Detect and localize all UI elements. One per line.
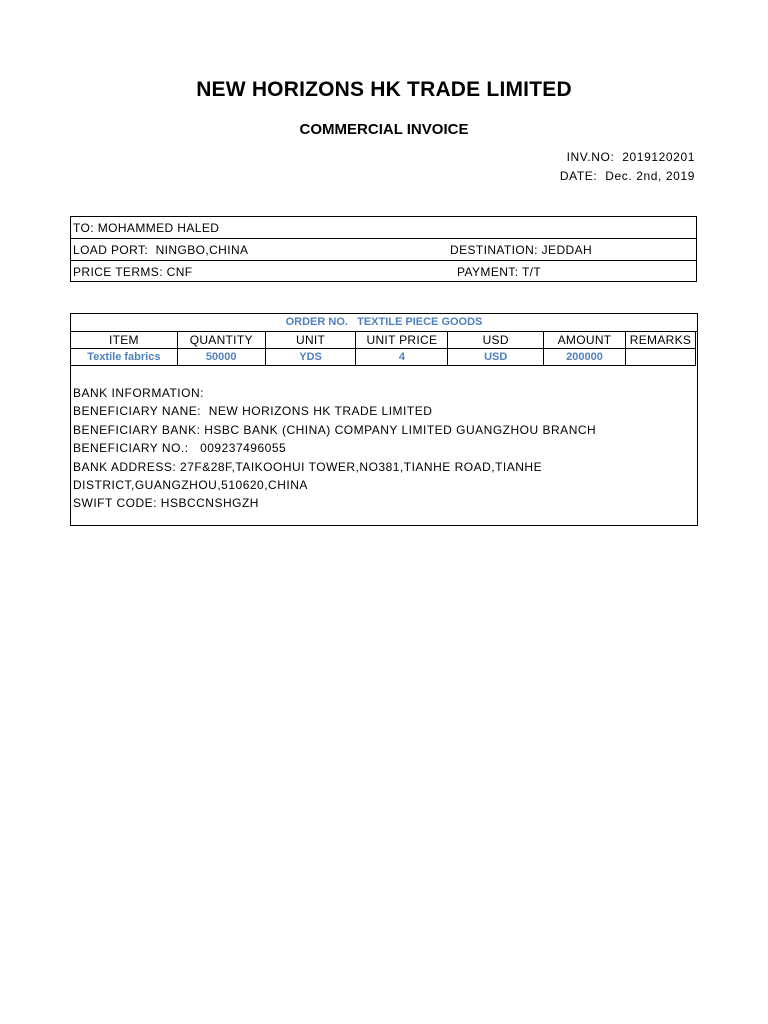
swift-code: SWIFT CODE: HSBCCNSHGZH: [73, 496, 259, 511]
company-name: NEW HORIZONS HK TRADE LIMITED: [196, 78, 572, 101]
item-cell: Textile fabrics: [71, 349, 178, 366]
beneficiary-name: BENEFICIARY NANE: NEW HORIZONS HK TRADE LIMITED: [73, 404, 433, 419]
beneficiary-bank: BENEFICIARY BANK: HSBC BANK (CHINA) COMPANY LIMITED GUANGZHOU BRANCH: [73, 422, 597, 437]
column-header: UNIT PRICE: [356, 332, 448, 349]
bank-address-line-2: DISTRICT,GUANGZHOU,510620,CHINA: [73, 478, 308, 493]
price-terms-field: PRICE TERMS: CNF: [73, 265, 193, 279]
consignee-info-box: [70, 216, 697, 282]
bank-address-line-1: BANK ADDRESS: 27F&28F,TAIKOOHUI TOWER,NO381,TIANHE ROAD,TIANHE: [73, 459, 543, 474]
column-header: QUANTITY: [177, 332, 265, 349]
order-box: [70, 313, 698, 526]
unit-price-cell: 4: [356, 349, 448, 366]
order-title: ORDER NO. TEXTILE PIECE GOODS: [71, 314, 697, 332]
payment-field: PAYMENT: T/T: [457, 265, 542, 279]
table-row: [71, 349, 696, 366]
column-header: REMARKS: [625, 332, 695, 349]
load-port-field: LOAD PORT: NINGBO,CHINA: [73, 243, 249, 257]
beneficiary-number: BENEFICIARY NO.: 009237496055: [73, 441, 287, 456]
bank-information: [73, 384, 596, 513]
document-title: COMMERCIAL INVOICE: [299, 121, 469, 138]
remarks-cell: [625, 349, 695, 366]
bank-heading: BANK INFORMATION:: [73, 386, 204, 400]
currency-cell: USD: [448, 349, 544, 366]
amount-cell: 200000: [544, 349, 626, 366]
info-row-ports: [71, 239, 696, 261]
to-field: TO: MOHAMMED HALED: [73, 221, 220, 235]
invoice-number: INV.NO: 2019120201: [566, 150, 695, 164]
destination-field: DESTINATION: JEDDAH: [450, 243, 593, 257]
info-row-terms: [71, 261, 696, 283]
items-table: [70, 331, 696, 366]
column-header: USD: [448, 332, 544, 349]
column-header: AMOUNT: [544, 332, 626, 349]
invoice-date: DATE: Dec. 2nd, 2019: [559, 169, 695, 183]
unit-cell: YDS: [265, 349, 356, 366]
table-header-row: [71, 332, 696, 349]
quantity-cell: 50000: [177, 349, 265, 366]
column-header: ITEM: [71, 332, 178, 349]
column-header: UNIT: [265, 332, 356, 349]
info-row-to: [71, 217, 696, 239]
